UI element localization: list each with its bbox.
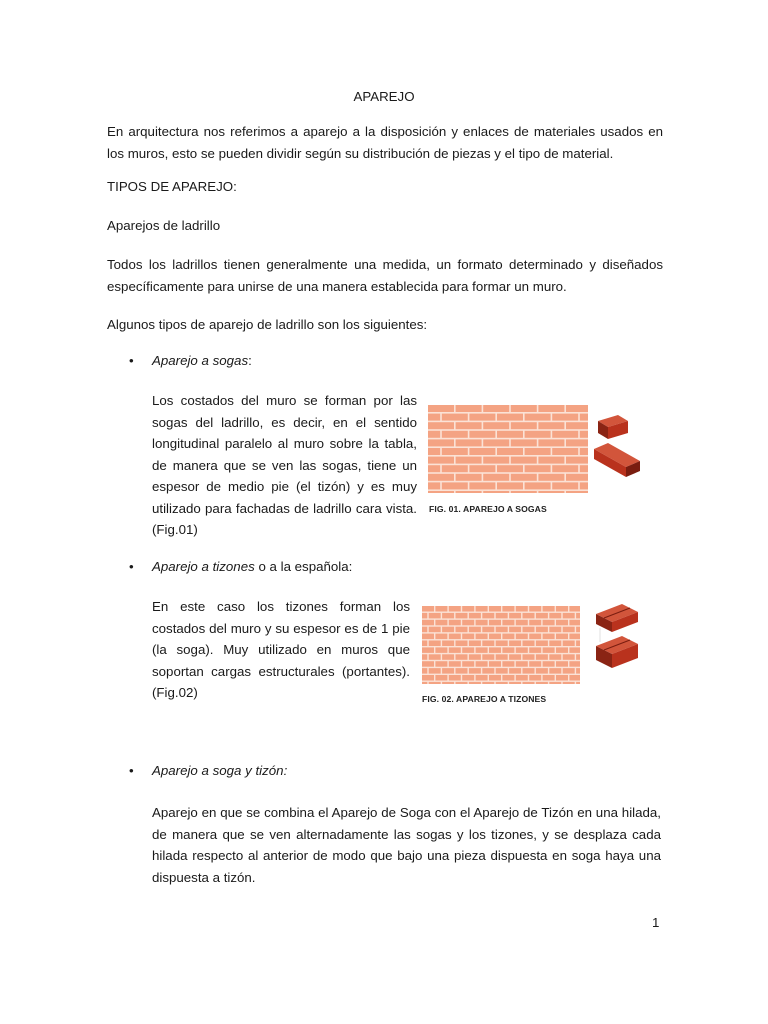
fig-02-caption: FIG. 02. APAREJO A TIZONES — [422, 694, 547, 704]
ladrillo-paragraph: Todos los ladrillos tienen generalmente una medida, un formato determinado y diseñados específicamente para unirse de una manera establecida para formar un muro. — [107, 257, 663, 294]
item-2-heading — [152, 559, 352, 574]
item-2-heading-rest: o a la española: — [254, 559, 353, 574]
fig-01-brick-wall — [428, 405, 588, 493]
bullet-2: • — [129, 559, 134, 574]
ladrillo-heading: Aparejos de ladrillo — [107, 218, 221, 233]
item-1-heading — [152, 353, 252, 368]
page-title: APAREJO — [353, 89, 415, 104]
soga-wall-image — [428, 405, 588, 493]
fig-02-bricks-icon — [592, 602, 644, 678]
intro-paragraph: En arquitectura nos referimos a aparejo a la disposición y enlaces de materiales usados en los muros, esto se pueden dividir según su distribución de piezas y el tipo de material. — [107, 124, 663, 161]
bullet-3: • — [129, 763, 134, 778]
item-2-text: En este caso los tizones forman los costados del muro y su espesor es de 1 pie (la soga). Muy utilizado en muros que soportan cargas estructurales (portantes). (Fig.02) — [152, 599, 410, 700]
bullet-1: • — [129, 353, 134, 368]
item-1-heading-italic: Aparejo a sogas — [152, 353, 249, 368]
fig-01-caption: FIG. 01. APAREJO A SOGAS — [429, 504, 547, 514]
item-3-text: Aparejo en que se combina el Aparejo de Soga con el Aparejo de Tizón en una hilada, de manera que se ven alternadamente las sogas y los tizones, y se desplaza cada hilada respecto al anterior de modo que bajo una pieza dispuesta en soga haya una dispuesta a tizón. — [152, 805, 661, 885]
fig-01-bricks-icon — [592, 413, 644, 481]
algunos-tipos-text: Algunos tipos de aparejo de ladrillo son los siguientes: — [107, 317, 428, 332]
item-3-heading-italic: Aparejo a soga y tizón: — [152, 763, 288, 778]
tizon-wall-image — [422, 606, 580, 684]
tipos-heading: TIPOS DE APAREJO: — [107, 179, 237, 194]
soga-bricks-icon — [592, 413, 644, 481]
page-number: 1 — [652, 915, 660, 930]
item-2-heading-italic: Aparejo a tizones — [152, 559, 255, 574]
item-1-heading-rest: : — [248, 353, 252, 368]
fig-02-brick-wall — [422, 606, 580, 684]
item-3-heading — [152, 763, 287, 778]
tizon-bricks-icon — [592, 602, 644, 678]
item-1-text: Los costados del muro se forman por las sogas del ladrillo, es decir, en el sentido longitudinal paralelo al muro sobre la tabla, de manera que se ven las sogas, tiene un espesor de medio pie (el tizón) y es muy utilizado para fachadas de ladrillo cara vista. (Fig.01) — [152, 393, 417, 537]
